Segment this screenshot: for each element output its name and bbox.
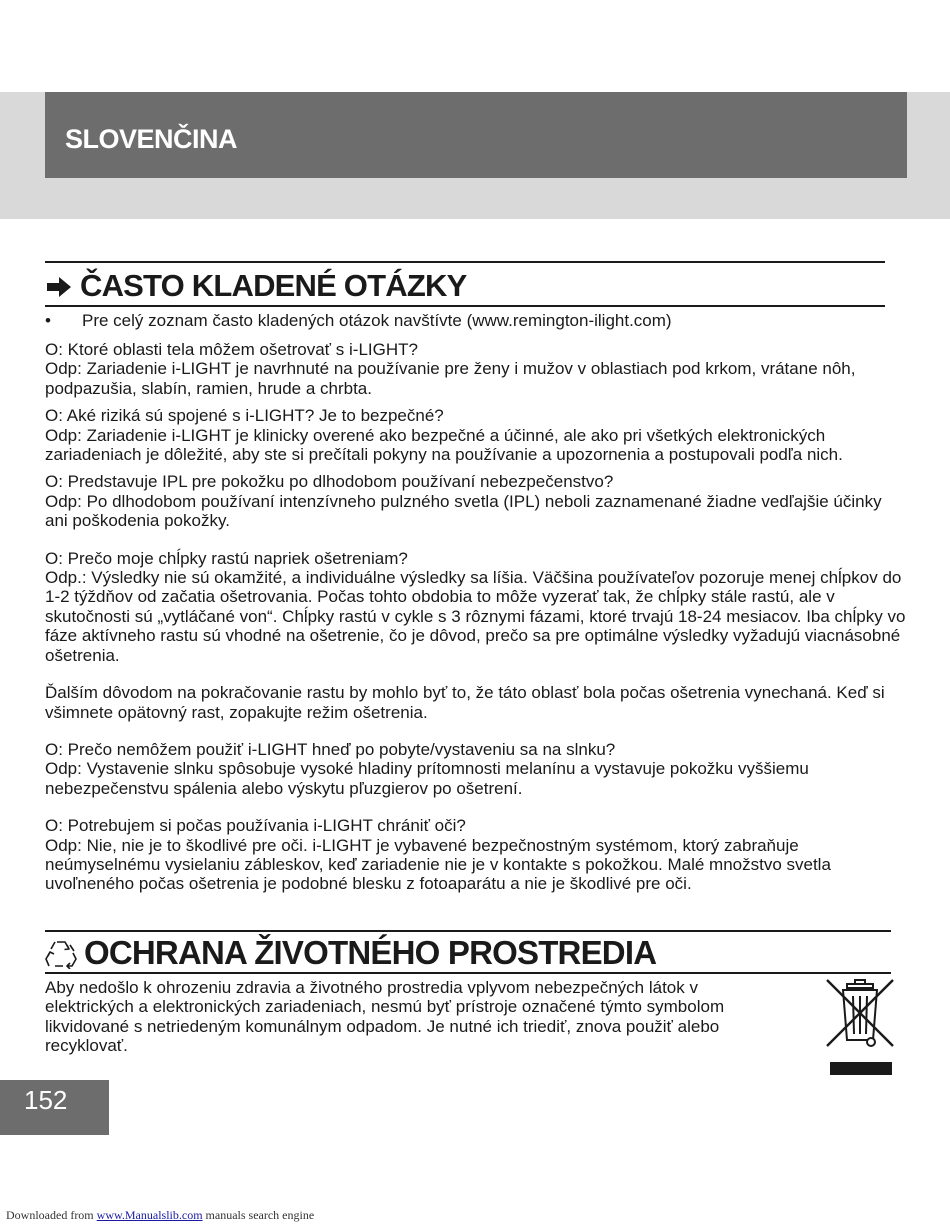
download-footer (6, 1208, 314, 1223)
weee-bar (830, 1062, 892, 1075)
footer-suffix: manuals search engine (205, 1208, 315, 1222)
faq-question: O: Potrebujem si počas používania i-LIGHT chrániť oči? (45, 816, 466, 836)
env-title: OCHRANA ŽIVOTNÉHO PROSTREDIA (84, 934, 657, 971)
faq-answer-extra: Ďalším dôvodom na pokračovanie rastu by mohlo byť to, že táto oblasť bola počas ošetrenia vynechaná. Keď si všimnete opätovný rast, zopakujte režim ošetrenia. (45, 683, 885, 722)
faq-answer: Odp: Zariadenie i-LIGHT je klinicky overené ako bezpečné a účinné, ale ako pri všetkých elektronických zariadeniach je dôležité, aby ste si prečítali pokyny na používanie a upozornenia a postupovali podľa nich. (45, 425, 843, 465)
faq-list (45, 340, 907, 894)
faq-answer: Odp: Po dlhodobom používaní intenzívneho pulzného svetla (IPL) neboli zaznamenané žiadne vedľajšie účinky ani poškodenia pokožky. (45, 491, 882, 531)
faq-rule-top (45, 261, 885, 263)
page-number: 152 (24, 1085, 68, 1115)
faq-question: O: Predstavuje IPL pre pokožku po dlhodobom používaní nebezpečenstvo? (45, 472, 614, 492)
faq-question: O: Ktoré oblasti tela môžem ošetrovať s i-LIGHT? (45, 340, 418, 359)
faq-answer: Odp: Zariadenie i-LIGHT je navrhnuté na používanie pre ženy i mužov v oblastiach pod krkom, vrátane nôh, podpazušia, slabín, ramien, hrude a chrbta. (45, 359, 856, 398)
faq-answer: Odp: Vystavenie slnku spôsobuje vysoké hladiny prítomnosti melanínu a vystavuje pokožku vyššiemu nebezpečenstvu spálenia alebo výskytu pľuzgierov po ošetrení. (45, 759, 809, 798)
faq-question: O: Prečo moje chĺpky rastú napriek ošetreniam? (45, 548, 408, 568)
recycle-icon (45, 939, 77, 969)
faq-question: O: Prečo nemôžem použiť i-LIGHT hneď po pobyte/vystaveniu sa na slnku? (45, 739, 616, 759)
footer-prefix: Downloaded from (6, 1208, 94, 1222)
footer-link[interactable]: www.Manualslib.com (96, 1208, 203, 1222)
env-rule-bottom (45, 972, 891, 974)
crossed-bin-icon (825, 978, 895, 1050)
faq-question: O: Aké riziká sú spojené s i-LIGHT? Je to bezpečné? (45, 406, 444, 426)
language-title: SLOVENČINA (65, 124, 238, 154)
faq-rule-bottom (45, 305, 885, 307)
faq-title: ČASTO KLADENÉ OTÁZKY (80, 268, 467, 303)
bullet-dot: • (45, 311, 51, 330)
env-text: Aby nedošlo k ohrozeniu zdravia a životného prostredia vplyvom nebezpečných látok v elektrických a elektronických zariadeniach, nesmú byť prístroje označené týmto symbolom likvidované s netriedeným komunálnym odpadom. Je nutné ich triediť, znova použiť alebo recyklovať. (45, 978, 725, 1056)
bullet-text: Pre celý zoznam často kladených otázok navštívte (www.remington-ilight.com) (82, 311, 672, 330)
faq-answer: Odp: Nie, nie je to škodlivé pre oči. i-LIGHT je vybavené bezpečnostným systémom, ktorý zabraňuje neúmyselnému vysielaniu zábleskov, keď zariadenie nie je v kontakte s pokožkou. Malé množstvo svetla uvoľneného počas ošetrenia je podobné blesku z fotoaparátu a nie je škodlivé pre oči. (45, 835, 831, 894)
arrow-right-icon (46, 276, 72, 298)
env-rule-top (45, 930, 891, 932)
faq-answer: Odp.: Výsledky nie sú okamžité, a individuálne výsledky sa líšia. Väčšina používateľov pozoruje menej chĺpkov do 1-2 týždňov od začatia ošetrovania. Počas tohto obdobia to môže vyzerať tak, že chĺpky stále rastú, ale v skutočnosti sú „vytláčané von“. Chĺpky rastú v cykle s 3 rôznymi fázami, ktoré trvajú 18-24 mesiacov. Iba chĺpky vo fáze aktívneho rastu sú vhodné na ošetrenie, čo je dôvod, prečo sa pre optimálne výsledky vyžadujú viacnásobné ošetrenia. (45, 568, 906, 665)
